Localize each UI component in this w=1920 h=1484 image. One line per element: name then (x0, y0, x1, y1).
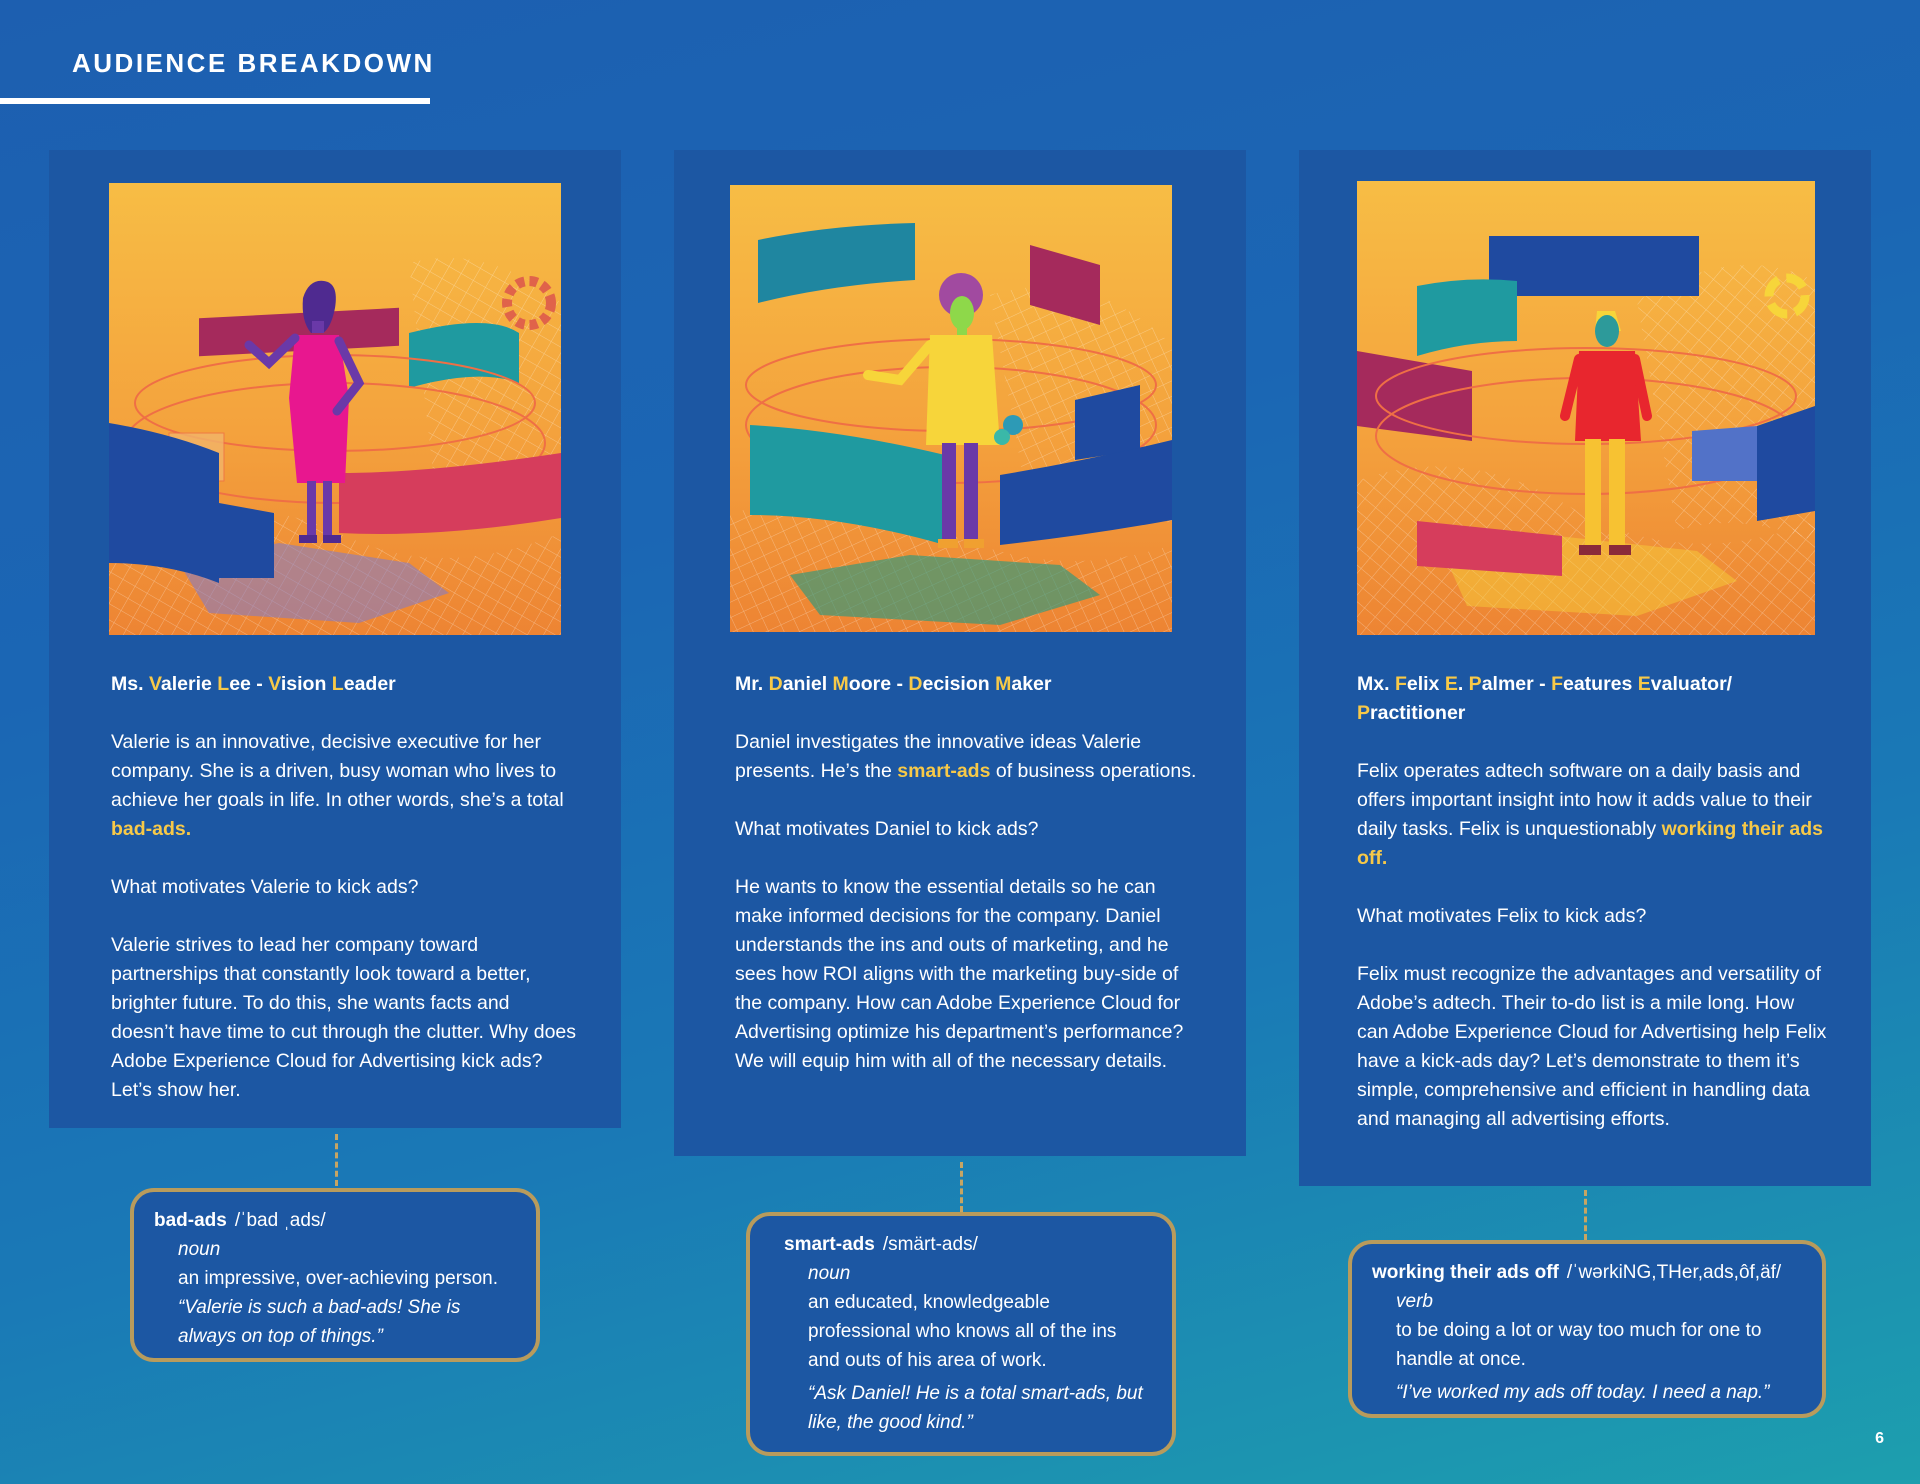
definition-connector (960, 1162, 963, 1212)
persona-name-segment: E (1637, 673, 1651, 695)
persona-illustration-felix (1357, 181, 1815, 635)
definition-box-smart-ads (746, 1212, 1176, 1456)
persona-name-segment: . (1457, 673, 1469, 695)
persona-description: Valerie is an innovative, decisive executive for her company. She is a driven, busy woman who lives to achieve her goals in life. In other words, she’s a total bad-ads. (111, 731, 564, 840)
persona-name-segment: F (1551, 673, 1563, 695)
persona-name-segment: aker (1011, 673, 1052, 695)
definition-box-bad-ads (130, 1188, 540, 1362)
persona-name-segment: oore - (848, 673, 909, 695)
definition-meaning: to be doing a lot or way too much for one to handle at once. (1396, 1320, 1762, 1370)
definition-connector (335, 1134, 338, 1186)
definition-pronunciation: /smärt-ads/ (882, 1234, 978, 1255)
persona-name (735, 670, 1202, 699)
persona-name-segment: V (148, 673, 161, 695)
definition-term: bad-ads (154, 1210, 227, 1231)
definition-meaning: an educated, knowledgeable professional who knows all of the ins and outs of his area of work. (808, 1292, 1117, 1371)
persona-name-segment: aniel (782, 673, 833, 695)
persona-name-segment: Ms. (111, 673, 149, 695)
persona-text-valerie (111, 670, 577, 1105)
page-header-title: AUDIENCE BREAKDOWN (72, 48, 435, 78)
persona-illustration-daniel (730, 185, 1172, 632)
persona-name-segment: valuator/ (1650, 673, 1733, 695)
persona-name-segment: L (217, 673, 230, 695)
persona-question: What motivates Valerie to kick ads? (111, 876, 419, 898)
persona-answer: Felix must recognize the advantages and versatility of Adobe’s adtech. Their to-do list is a mile long. How can Adobe Experience Cloud for Advertising help Felix have a kick-ads day? Let’s demonstrate to them it’s simple, comprehensive and efficient in handling data and managing all advertising efforts. (1357, 963, 1827, 1130)
persona-name-segment: P (1357, 702, 1371, 724)
persona-name-segment: D (768, 673, 783, 695)
header-rule (0, 98, 430, 104)
persona-name-segment: ecision (922, 673, 996, 695)
persona-answer: He wants to know the essential details so he can make informed decisions for the company. Daniel understands the ins and outs of marketing, and he sees how ROI aligns with the marketing buy-side of the company. How can Adobe Experience Cloud for Advertising optimize his department’s performance? We will equip him with all of the necessary details. (735, 876, 1184, 1072)
persona-card-daniel (674, 150, 1246, 1156)
persona-name-segment: Mx. (1357, 673, 1395, 695)
definition-term: working their ads off (1372, 1262, 1559, 1283)
definition-example: “Valerie is such a bad-ads! She is always on top of things.” (178, 1297, 461, 1347)
persona-card-valerie (49, 150, 621, 1128)
persona-description: Felix operates adtech software on a daily basis and offers important insight into how it adds value to their daily tasks. Felix is unquestionably working their ads off. (1357, 760, 1824, 869)
persona-name-segment: eatures (1562, 673, 1638, 695)
persona-name-segment: D (908, 673, 923, 695)
persona-name-segment: Mr. (735, 673, 769, 695)
definition-example: “I’ve worked my ads off today. I need a nap.” (1396, 1382, 1770, 1403)
definition-box-working-their-ads-off (1348, 1240, 1826, 1418)
persona-name-segment: eader (343, 673, 396, 695)
persona-name-segment: ractitioner (1370, 702, 1466, 724)
persona-name-segment: almer - (1481, 673, 1552, 695)
persona-name-segment: E (1444, 673, 1458, 695)
persona-question: What motivates Daniel to kick ads? (735, 818, 1039, 840)
persona-name-segment: F (1394, 673, 1407, 695)
persona-card-felix (1299, 150, 1871, 1186)
definition-meaning: an impressive, over-achieving person. (178, 1268, 498, 1289)
persona-name-segment: M (995, 673, 1012, 695)
persona-name-segment: alerie (160, 673, 218, 695)
persona-name (1357, 670, 1831, 728)
persona-name-segment: P (1468, 673, 1482, 695)
persona-question: What motivates Felix to kick ads? (1357, 905, 1647, 927)
persona-description: Daniel investigates the innovative ideas Valerie presents. He’s the smart-ads of business operations. (735, 731, 1197, 782)
definition-example: “Ask Daniel! He is a total smart-ads, but like, the good kind.” (808, 1383, 1143, 1433)
definition-term: smart-ads (784, 1234, 875, 1255)
persona-name-segment: M (832, 673, 849, 695)
persona-name (111, 670, 577, 699)
persona-name-segment: ision (280, 673, 332, 695)
persona-text-felix (1357, 670, 1831, 1134)
definition-part-of-speech: verb (1396, 1291, 1433, 1312)
persona-name-segment: ee - (229, 673, 269, 695)
definition-pronunciation: /ˈbad ˌads/ (234, 1210, 326, 1231)
persona-text-daniel (735, 670, 1202, 1076)
definition-connector (1584, 1190, 1587, 1240)
persona-name-segment: L (331, 673, 344, 695)
persona-illustration-valerie (109, 183, 561, 635)
definition-part-of-speech: noun (808, 1263, 851, 1284)
page-number: 6 (1875, 1430, 1884, 1447)
persona-name-segment: elix (1406, 673, 1445, 695)
definition-part-of-speech: noun (178, 1239, 221, 1260)
persona-name-segment: V (268, 673, 281, 695)
persona-answer: Valerie strives to lead her company toward partnerships that constantly look toward a better, brighter future. To do this, she wants facts and doesn’t have time to cut through the clutter. Why does Adobe Experience Cloud for Advertising kick ads? Let’s show her. (111, 934, 577, 1101)
definition-pronunciation: /ˈwərkiNG,THer,ads,ôf,äf/ (1566, 1262, 1782, 1283)
